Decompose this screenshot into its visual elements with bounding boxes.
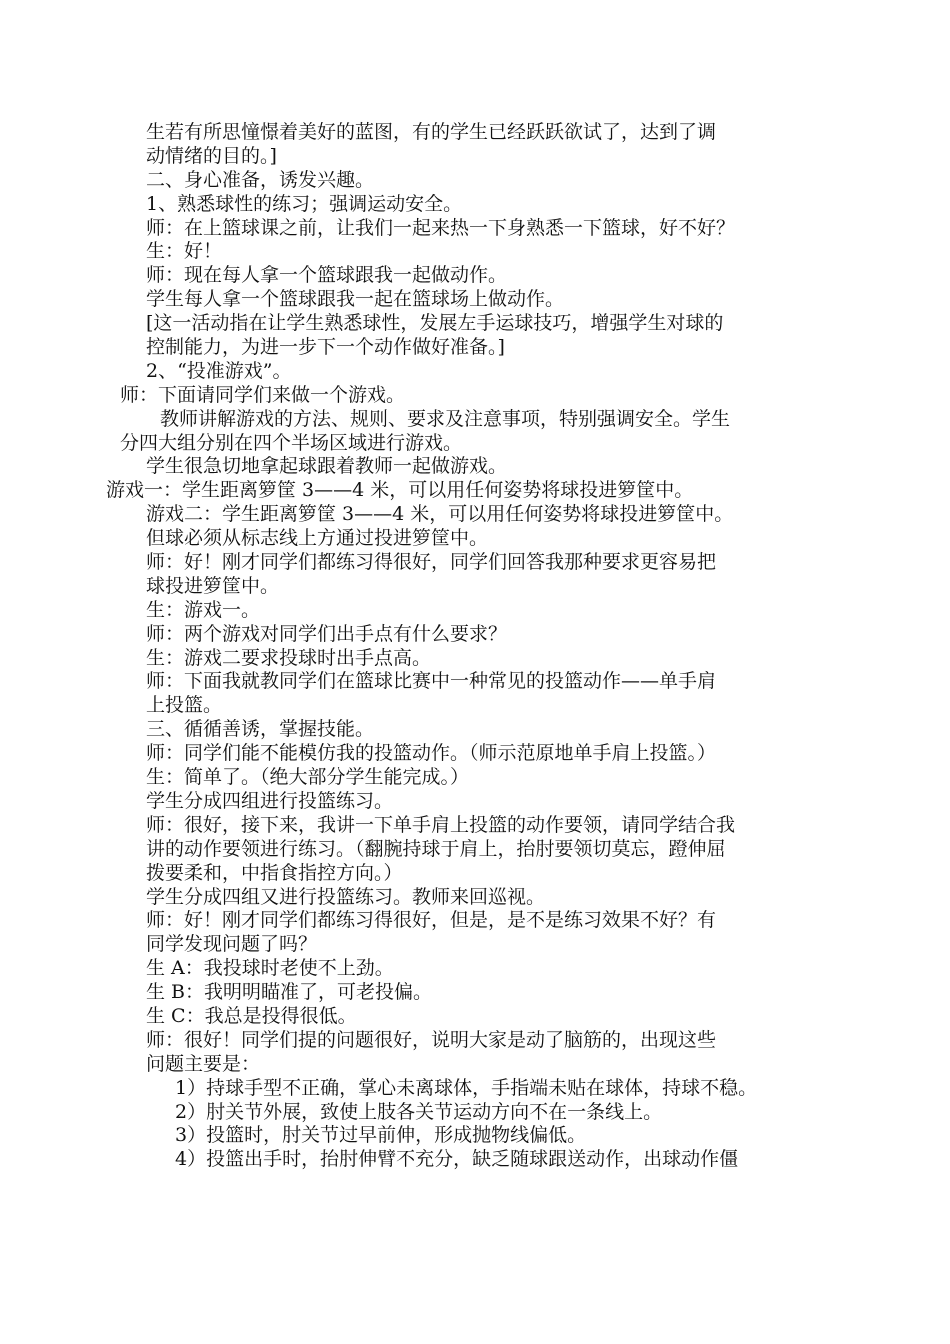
text-line: 但球必须从标志线上方通过投进箩筐中。: [146, 527, 489, 550]
subsection-heading: 1、熟悉球性的练习；强调运动安全。: [146, 192, 463, 215]
text-line: 教师讲解游戏的方法、规则、要求及注意事项，特别强调安全。学生: [160, 407, 731, 430]
text-line: 生 A：我投球时老使不上劲。: [146, 957, 394, 980]
subsection-heading: 2、“投准游戏”。: [146, 359, 292, 382]
document-body: [0, 121, 950, 1172]
text-line: 控制能力，为进一步下一个动作做好准备。]: [146, 336, 505, 359]
text-line: 师：现在每人拿一个篮球跟我一起做动作。: [146, 264, 508, 287]
text-line: 生：好！: [146, 240, 223, 263]
text-line: 动情绪的目的。]: [146, 144, 277, 167]
text-line: 生：游戏一。: [146, 598, 261, 621]
section-heading: 三、循循善诱，掌握技能。: [146, 718, 375, 741]
text-line: 学生分成四组又进行投篮练习。教师来回巡视。: [146, 885, 546, 908]
text-line: 讲的动作要领进行练习。（翻腕持球于肩上，抬肘要领切莫忘，蹬伸屈: [146, 837, 726, 860]
text-line: 问题主要是：: [146, 1052, 261, 1075]
text-line: 师：同学们能不能模仿我的投篮动作。（师示范原地单手肩上投篮。）: [146, 742, 717, 765]
text-line: [这一活动指在让学生熟悉球性，发展左手运球技巧，增强学生对球的: [146, 312, 724, 335]
text-line: 游戏一：学生距离箩筐 3——4 米，可以用任何姿势将球投进箩筐中。: [106, 479, 694, 502]
text-line: 生 B：我明明瞄准了，可老投偏。: [146, 981, 433, 1004]
text-line: 师：好！刚才同学们都练习得很好，但是，是不是练习效果不好？有: [146, 909, 717, 932]
list-item: 3）投篮时，肘关节过早前伸，形成抛物线偏低。: [175, 1124, 587, 1147]
text-line: 生：游戏二要求投球时出手点高。: [146, 646, 432, 669]
text-line: 游戏二：学生距离箩筐 3——4 米，可以用任何姿势将球投进箩筐中。: [146, 503, 734, 526]
text-line: 学生每人拿一个篮球跟我一起在篮球场上做动作。: [146, 288, 565, 311]
text-line: 球投进箩筐中。: [146, 574, 280, 597]
text-line: 拨要柔和，中指食指控方向。）: [146, 861, 403, 884]
list-item: 1）持球手型不正确，掌心未离球体，手指端未贴在球体，持球不稳。: [175, 1076, 758, 1099]
text-line: 学生很急切地拿起球跟着教师一起做游戏。: [146, 455, 508, 478]
text-line: 学生分成四组进行投篮练习。: [146, 789, 394, 812]
list-item: 2）肘关节外展，致使上肢各关节运动方向不在一条线上。: [175, 1100, 663, 1123]
text-line: 师：很好，接下来，我讲一下单手肩上投篮的动作要领，请同学结合我: [146, 813, 736, 836]
text-line: 同学发现问题了吗？: [146, 933, 318, 956]
text-line: 生：简单了。（绝大部分学生能完成。）: [146, 766, 470, 789]
text-line: 上投篮。: [146, 694, 223, 717]
text-line: 师：下面请同学们来做一个游戏。: [120, 383, 406, 406]
text-line: 师：两个游戏对同学们出手点有什么要求？: [146, 622, 508, 645]
text-line: 生若有所思憧憬着美好的蓝图，有的学生已经跃跃欲试了，达到了调: [146, 121, 717, 143]
text-line: 师：在上篮球课之前，让我们一起来热一下身熟悉一下篮球，好不好？: [146, 216, 736, 239]
text-line: 师：下面我就教同学们在篮球比赛中一种常见的投篮动作——单手肩: [146, 670, 717, 693]
list-item: 4）投篮出手时，抬肘伸臂不充分，缺乏随球跟送动作，出球动作僵: [175, 1148, 739, 1171]
section-heading: 二、身心准备，诱发兴趣。: [146, 168, 375, 191]
text-line: 生 C：我总是投得很低。: [146, 1004, 357, 1027]
text-line: 分四大组分别在四个半场区域进行游戏。: [120, 431, 463, 454]
text-line: 师：好！刚才同学们都练习得很好，同学们回答我那种要求更容易把: [146, 551, 717, 574]
text-line: 师：很好！同学们提的问题很好，说明大家是动了脑筋的，出现这些: [146, 1028, 717, 1051]
